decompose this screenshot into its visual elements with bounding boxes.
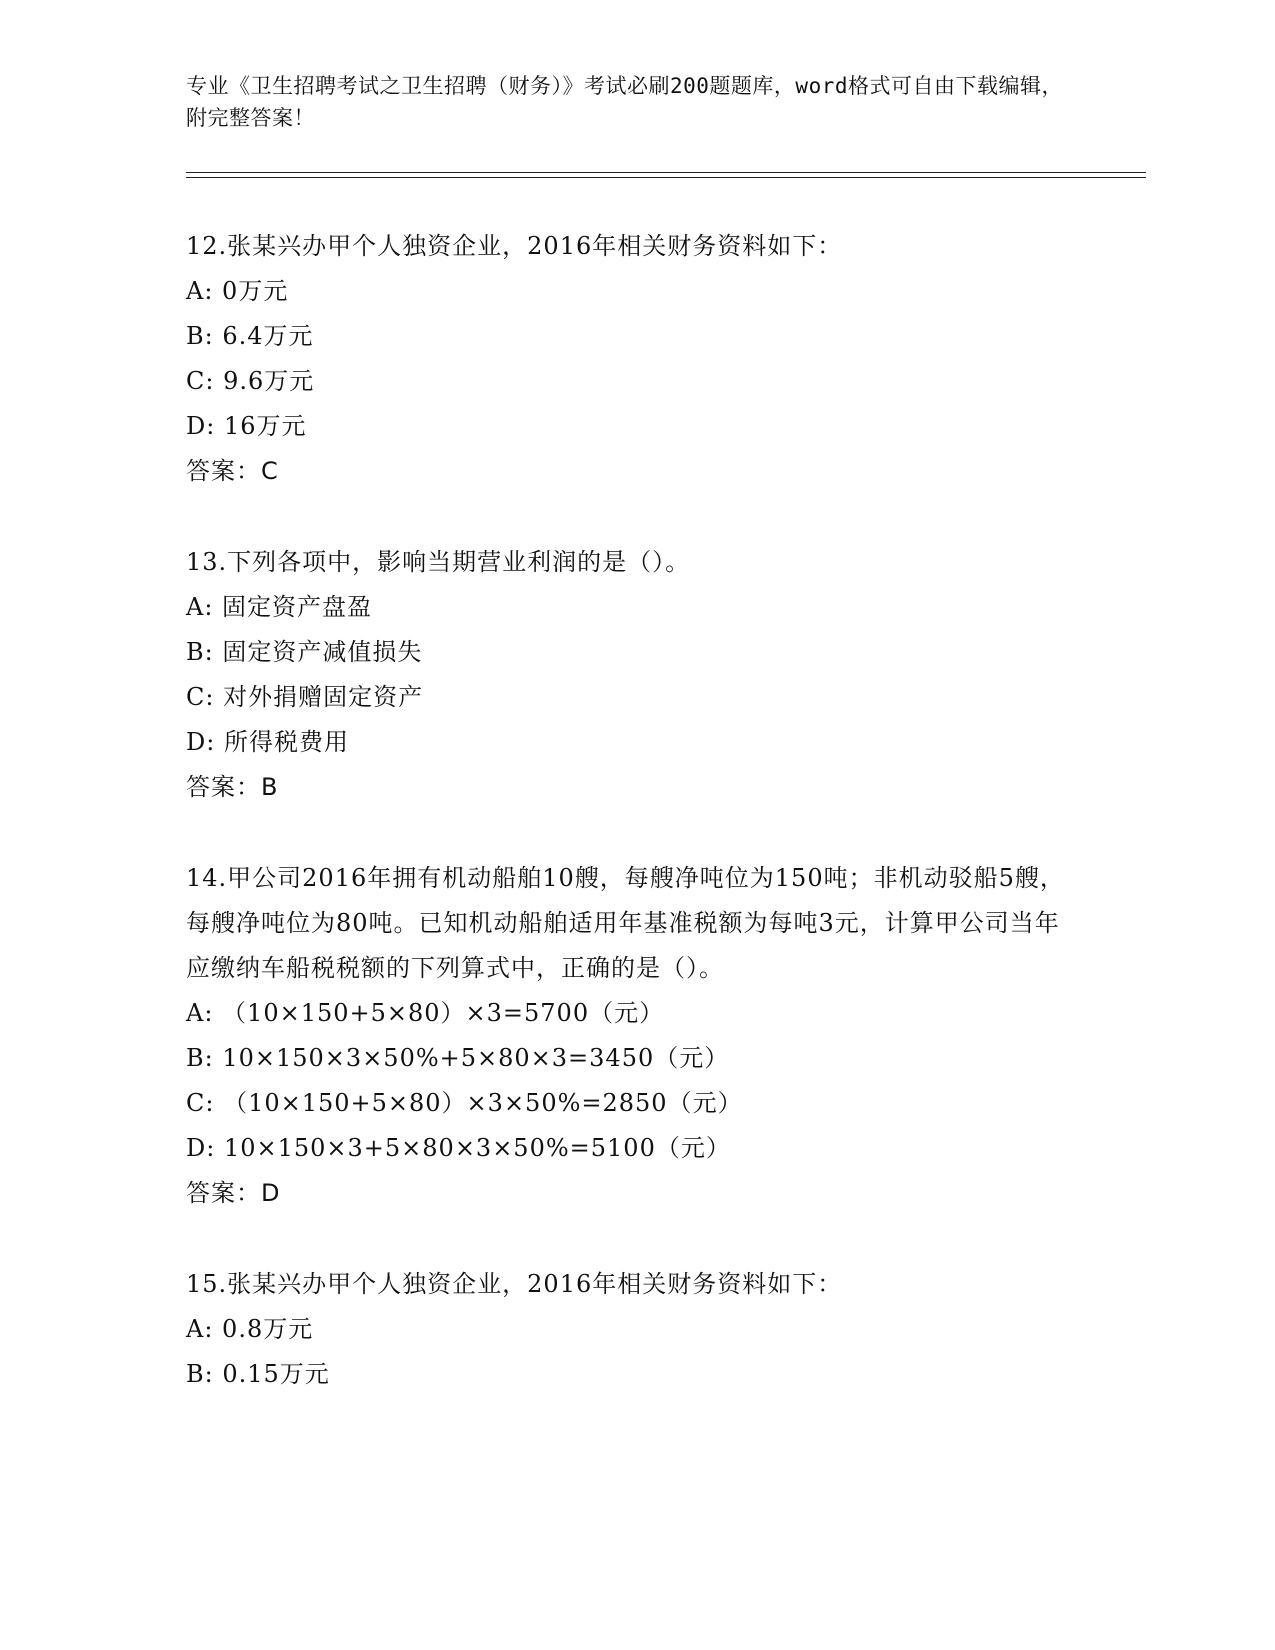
option-a: A: 固定资产盘盈 — [186, 593, 373, 621]
option-b: B: 6.4万元 — [186, 322, 314, 350]
question-13 — [186, 540, 1146, 810]
option-b: B: 0.15万元 — [186, 1360, 330, 1388]
header-divider — [186, 172, 1146, 178]
option-a: A: 0.8万元 — [186, 1315, 314, 1343]
answer-line: 答案：C — [186, 457, 279, 485]
question-title: 15.张某兴办甲个人独资企业，2016年相关财务资料如下： — [186, 1270, 843, 1298]
option-b: B: 固定资产减值损失 — [186, 638, 423, 666]
question-title: 13.下列各项中，影响当期营业利润的是（）。 — [186, 548, 691, 576]
question-title: 14.甲公司2016年拥有机动船舶10艘，每艘净吨位为150吨；非机动驳船5艘，每艘净吨位为80吨。已知机动船舶适用年基准税额为每吨3元，计算甲公司当年应缴纳车船税税额的下列算式中，正确的是（）。 — [186, 864, 1065, 982]
option-c: C: 对外捐赠固定资产 — [186, 683, 424, 711]
option-a: A: （10×150+5×80）×3=5700（元） — [186, 999, 665, 1027]
answer-line: 答案：D — [186, 1179, 281, 1207]
option-b: B: 10×150×3×50%+5×80×3=3450（元） — [186, 1044, 730, 1072]
option-d: D: 所得税费用 — [186, 728, 349, 756]
answer-line: 答案：B — [186, 773, 279, 801]
option-c: C: （10×150+5×80）×3×50%=2850（元） — [186, 1089, 743, 1117]
option-c: C: 9.6万元 — [186, 367, 315, 395]
question-title: 12.张某兴办甲个人独资企业，2016年相关财务资料如下： — [186, 232, 843, 260]
option-d: D: 16万元 — [186, 412, 307, 440]
option-a: A: 0万元 — [186, 277, 289, 305]
question-15 — [186, 1262, 1146, 1397]
document-header: 专业《卫生招聘考试之卫生招聘（财务）》考试必刷200题题库，word格式可自由下载编辑，附完整答案！ — [186, 74, 1063, 130]
question-14 — [186, 856, 1146, 1216]
option-d: D: 10×150×3+5×80×3×50%=5100（元） — [186, 1134, 731, 1162]
document-page — [186, 70, 1146, 1397]
question-12 — [186, 224, 1146, 494]
